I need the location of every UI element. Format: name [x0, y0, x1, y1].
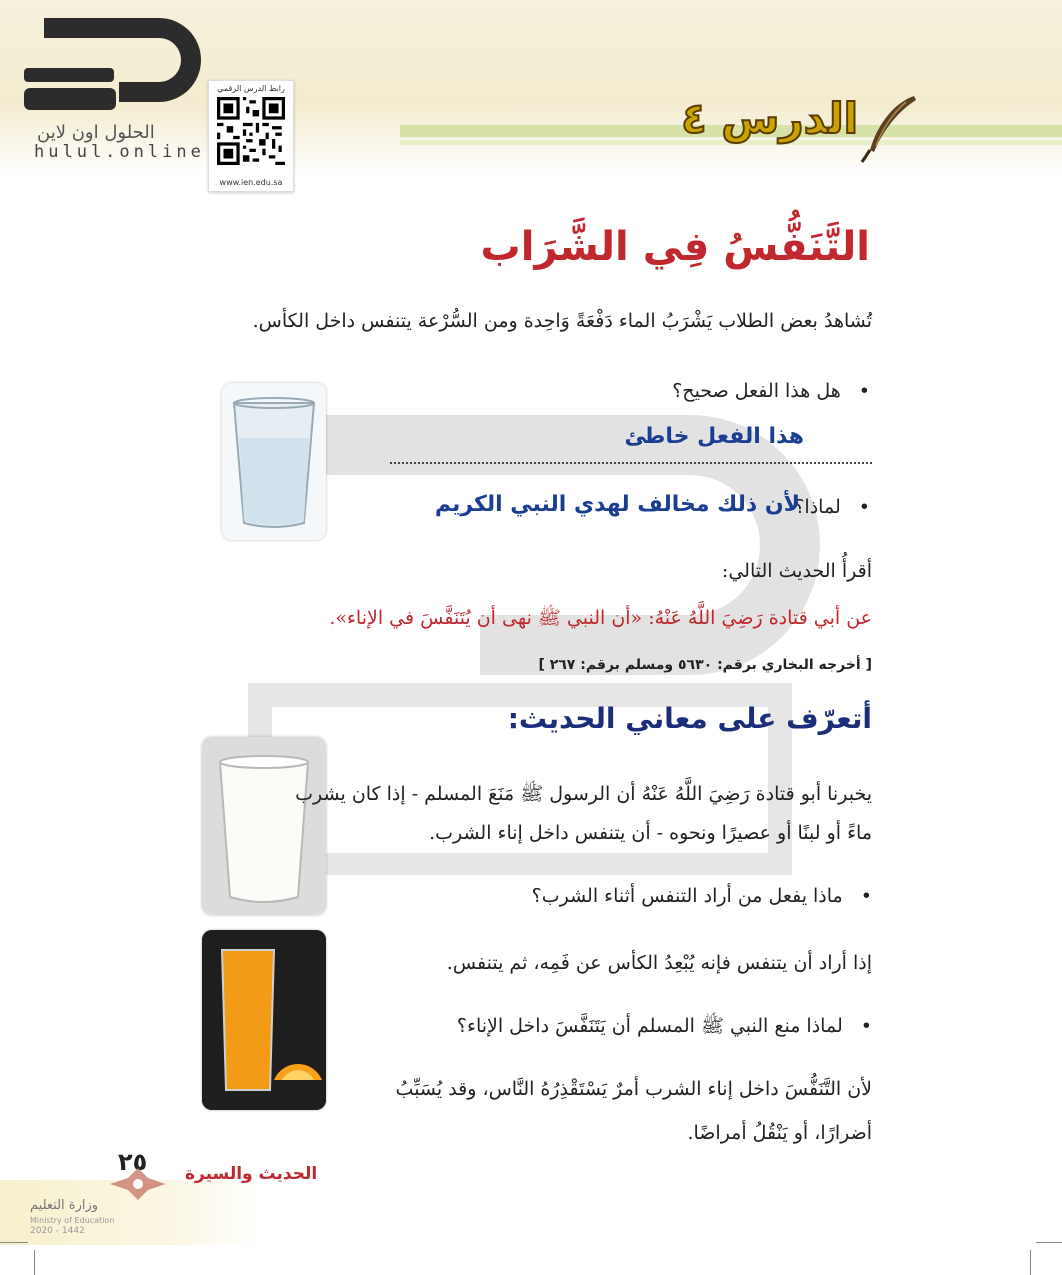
book-title: الحديث والسيرة [185, 1164, 318, 1184]
q3-answer: إذا أراد أن يتنفس فإنه يُبْعِدُ الكأس عن فَمِه، ثم يتنفس. [446, 952, 872, 974]
q1-answer: هذا الفعل خاطئ [624, 424, 804, 449]
meaning-line-2: ماءً أو لبنًا أو عصيرًا ونحوه - أن يتنفس داخل إناء الشرب. [429, 822, 872, 844]
milk-glass-icon [202, 737, 326, 915]
water-glass-image [222, 383, 326, 540]
bullet-icon: • [860, 1015, 872, 1037]
bullet-icon: • [860, 885, 872, 907]
bullet-icon: • [858, 380, 870, 402]
q1-question: هل هذا الفعل صحيح؟ [672, 380, 841, 402]
orange-juice-image [202, 930, 326, 1110]
lesson-title: التَّنَفُّسُ فِي الشَّرَاب [480, 224, 870, 270]
q4-question: لماذا منع النبي ﷺ المسلم أن يَتَنَفَّسَ داخل الإناء؟ [456, 1015, 843, 1037]
q4-answer-line-1: لأن التَّنَفُّسَ داخل إناء الشرب أمرٌ يَسْتَقْذِرُهُ النَّاس، وقد يُسَبِّبُ [395, 1078, 872, 1100]
lesson-label: الدرس ٤ [681, 94, 858, 143]
orange-juice-icon [202, 930, 326, 1110]
bullet-icon: • [858, 496, 870, 518]
hadith-text: عن أبي قتادة رَضِيَ اللَّهُ عَنْهُ: «أن النبي ﷺ نهى أن يُتَنَفَّسَ في الإناء». [329, 607, 872, 629]
ministry-name-en: Ministry of Education [30, 1216, 115, 1225]
q2-row [794, 496, 870, 518]
meaning-line-1: يخبرنا أبو قتادة رَضِيَ اللَّهُ عَنْهُ أن الرسول ﷺ مَنَعَ المسلم - إذا كان يشرب [295, 783, 872, 805]
crop-mark [1030, 1250, 1031, 1275]
ornament-icon [108, 1166, 168, 1202]
logo-latin-text: hulul.online [34, 142, 205, 162]
feather-icon [856, 92, 920, 164]
q4-answer-line-2: أضرارًا، أو يَنْقُلُ أمراضًا. [687, 1122, 872, 1144]
site-logo [12, 10, 207, 160]
ministry-name: وزارة التعليم [30, 1198, 99, 1213]
logo-mark-icon [24, 10, 204, 120]
answer-line-1 [390, 462, 872, 464]
crop-mark [0, 1242, 28, 1243]
q2-answer: لأن ذلك مخالف لهدي النبي الكريم [434, 492, 800, 517]
lesson-badge [680, 92, 920, 164]
crop-mark [1036, 1242, 1062, 1243]
logo-arabic-text: الحلول اون لاين [37, 122, 155, 143]
q3-question: ماذا يفعل من أراد التنفس أثناء الشرب؟ [531, 885, 843, 907]
qr-title: رابط الدرس الرقمي [217, 84, 285, 93]
q1-row [672, 380, 870, 402]
intro-paragraph: تُشاهدُ بعض الطلاب يَشْرَبُ الماء دَفْعَةً وَاحِدة ومن السُّرْعة يتنفس داخل الكأس. [252, 310, 872, 332]
section-heading: أتعرّف على معاني الحديث: [507, 702, 872, 735]
q4-row [457, 1014, 872, 1042]
read-prompt: أقرأُ الحديث التالي: [721, 560, 872, 582]
qr-block[interactable] [208, 80, 294, 192]
crop-mark [34, 1250, 35, 1275]
page-number: ٢٥ [118, 1148, 148, 1176]
edition-years: 2020 - 1442 [30, 1226, 85, 1236]
qr-code-icon [217, 97, 285, 165]
milk-glass-image [202, 737, 326, 915]
hadith-reference: [ أخرجه البخاري برقم: ٥٦٣٠ ومسلم برقم: ٢٦٧ ] [538, 657, 872, 673]
water-glass-icon [222, 383, 326, 540]
qr-url: www.ien.edu.sa [219, 178, 283, 187]
q2-question: لماذا؟ [794, 496, 841, 518]
q3-row [532, 885, 872, 907]
